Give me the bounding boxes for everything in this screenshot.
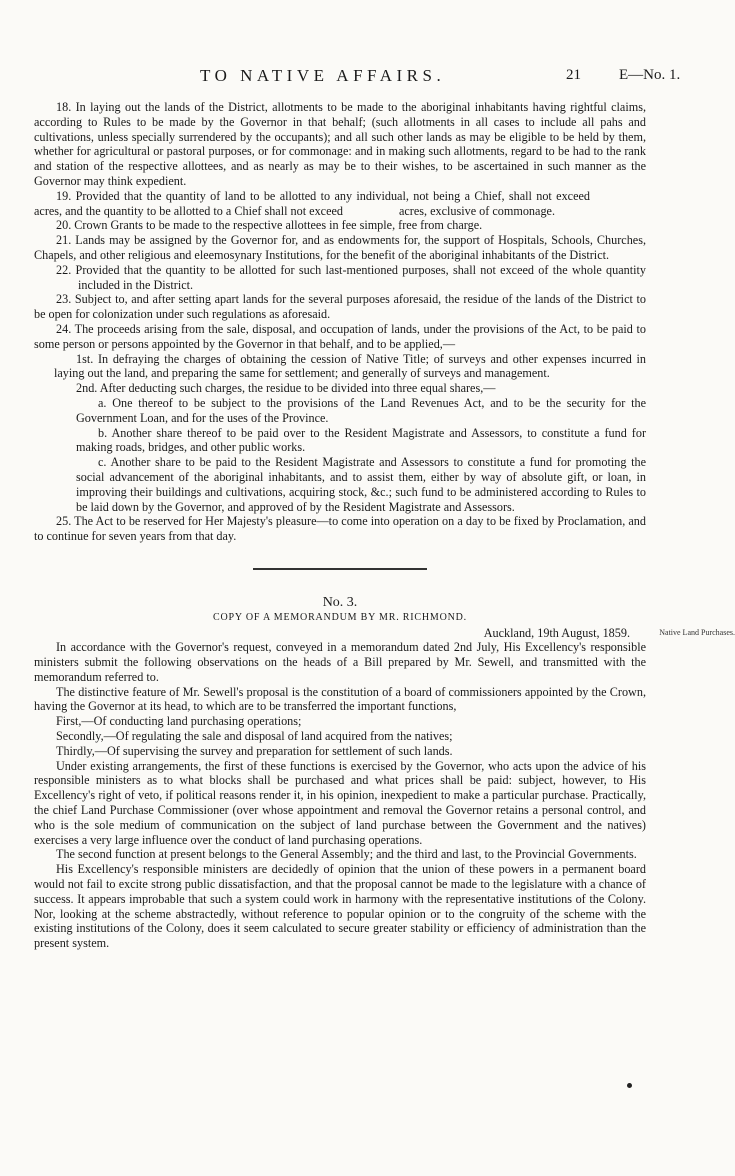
section-divider xyxy=(253,568,427,570)
clause-20: 20. Crown Grants to be made to the respective allottees in fee simple, free from charge. xyxy=(56,218,483,233)
clause-24-c: c. Another share to be paid to the Resident Magistrate and Assessors to constitute a fund for promoting the social advancement of the aboriginal inhabitants, and to assist them, either by way of absolute gift, or loan, in improving their buildings and cultivations, acquiring stock, &c.; such fund to be administered according to Rules to be laid down by the Governor, and approved of by the Resident Magistrate and Assessors. xyxy=(76,455,646,514)
clause-24: 24. The proceeds arising from the sale, disposal, and occupation of lands, under the provisions of the Act, to be paid to some person or persons appointed by the Governor in that behalf, and to be applied,— xyxy=(34,321,646,351)
document-number: No. 3. xyxy=(322,594,358,610)
page-number: 21 xyxy=(566,67,581,83)
function-first: First,—Of conducting land purchasing operations; xyxy=(56,714,302,729)
clause-24-b: b. Another share thereof to be paid over to the Resident Magistrate and Assessors, to constitute a fund for making roads, bridges, and other public works. xyxy=(76,425,646,455)
function-second: Secondly,—Of regulating the sale and disposal of land acquired from the natives; xyxy=(56,729,453,744)
function-third: Thirdly,—Of supervising the survey and preparation for settlement of such lands. xyxy=(56,743,453,758)
clause-19: 19. Provided that the quantity of land to be allotted to any individual, not being a Chief, shall not exceedacres, and the quantity to be allotted to a Chief shall not exceed acres, exclusive of commonage. xyxy=(34,188,590,218)
dateline xyxy=(34,625,735,641)
clause-21: 21. Lands may be assigned by the Governor for, and as endowments for, the support of Hospitals, Schools, Churches, Chapels, and other religious and eleemosynary Institutions, for the benefit of the aboriginal inhabitants of the District. xyxy=(34,233,646,262)
clause-24-a: a. One thereof to be subject to the provisions of the Land Revenues Act, and to be the security for the Government Loan, and for the uses of the Province. xyxy=(76,395,646,425)
memo-paragraph-2: The distinctive feature of Mr. Sewell's proposal is the constitution of a board of commissioners appointed by the Crown, having the Governor at its head, to which are to be transferred the important functions, xyxy=(34,684,646,714)
clause-25: 25. The Act to be reserved for Her Majesty's pleasure—to come into operation on a day to be fixed by Proclamation, and to continue for seven years from that day. xyxy=(34,514,646,544)
clause-24-first: 1st. In defraying the charges of obtaining the cession of Native Title; of surveys and other expenses incurred in laying out the land, and preparing the same for settlement; and generally of surveys and management. xyxy=(54,351,646,381)
memo-paragraph-5: His Excellency's responsible ministers are decidedly of opinion that the union of these powers in a permanent board would not fail to excite strong public dissatisfaction, and that the proposal cannot be made to the legislature with a chance of success. It appears improbable that such a system could work in harmony with the representative institutions of the Colony. Nor, looking at the scheme abstractedly, without reference to popular opinion or to the congruity of the scheme with the existing institutions of the Colony, does it seem calculated to secure greater stability or efficiency of administration than the present system. xyxy=(34,862,646,951)
memo-paragraph-4: The second function at present belongs to the General Assembly; and the third and last, to the Provincial Governments. xyxy=(56,847,637,862)
clause-18: 18. In laying out the lands of the District, allotments to be made to the aboriginal inhabitants having rightful claims, according to Rules to be made by the Governor in that behalf; (such allotments in all cases to include all pahs and cultivations, unless specially surrendered by the occupants); and all such other lands as may be eligible to be held by them, whether for agricultural or pastoral purposes, or for commonage: and in making such allotments, regard to be had to the rank and station of the respective allottees, and as nearly as may be to their wishes, to be ascertained in such manner as the Governor may think expedient. xyxy=(34,100,646,188)
clause-23: 23. Subject to, and after setting apart lands for the several purposes aforesaid, the residue of the lands of the District to be open for colonization under such regulations as aforesaid. xyxy=(34,292,646,322)
ink-dot xyxy=(627,1083,632,1088)
clause-22: 22. Provided that the quantity to be allotted for such last-mentioned purposes, shall not exceed of the whole quantity included in the District. xyxy=(56,262,646,292)
document-reference: E—No. 1. xyxy=(619,67,681,83)
page-header xyxy=(0,66,700,88)
clause-24-second: 2nd. After deducting such charges, the residue to be divided into three equal shares,— xyxy=(76,381,496,396)
dateline-text: Auckland, 19th August, 1859. xyxy=(483,625,630,640)
memo-paragraph-3: Under existing arrangements, the first of these functions is exercised by the Governor, who acts upon the advice of his responsible ministers as to what blocks shall be purchased and what prices shall be paid: subject, however, to His Excellency's right of veto, if political reasons render it, in his opinion, inexpedient to make a particular purchase. Practically, the chief Land Purchase Commissioner (over whose appointment and removal the Governor retains a personal control, and who is the sole medium of communication on the subject of land purchase between the Government and the natives) exercises a very large influence over the conduct of land purchasing operations. xyxy=(34,758,646,847)
margin-note: Native Land Purchases. xyxy=(659,627,735,637)
page-body xyxy=(34,100,735,951)
memo-paragraph-1: In accordance with the Governor's request, conveyed in a memorandum dated 2nd July, His Excellency's responsible ministers submit the following observations on the heads of a Bill prepared by Mr. Sewell, and transmitted with the memorandum referred to. xyxy=(34,640,646,684)
running-head: TO NATIVE AFFAIRS. xyxy=(200,66,446,85)
document-title: COPY OF A MEMORANDUM BY MR. RICHMOND. xyxy=(213,611,467,623)
